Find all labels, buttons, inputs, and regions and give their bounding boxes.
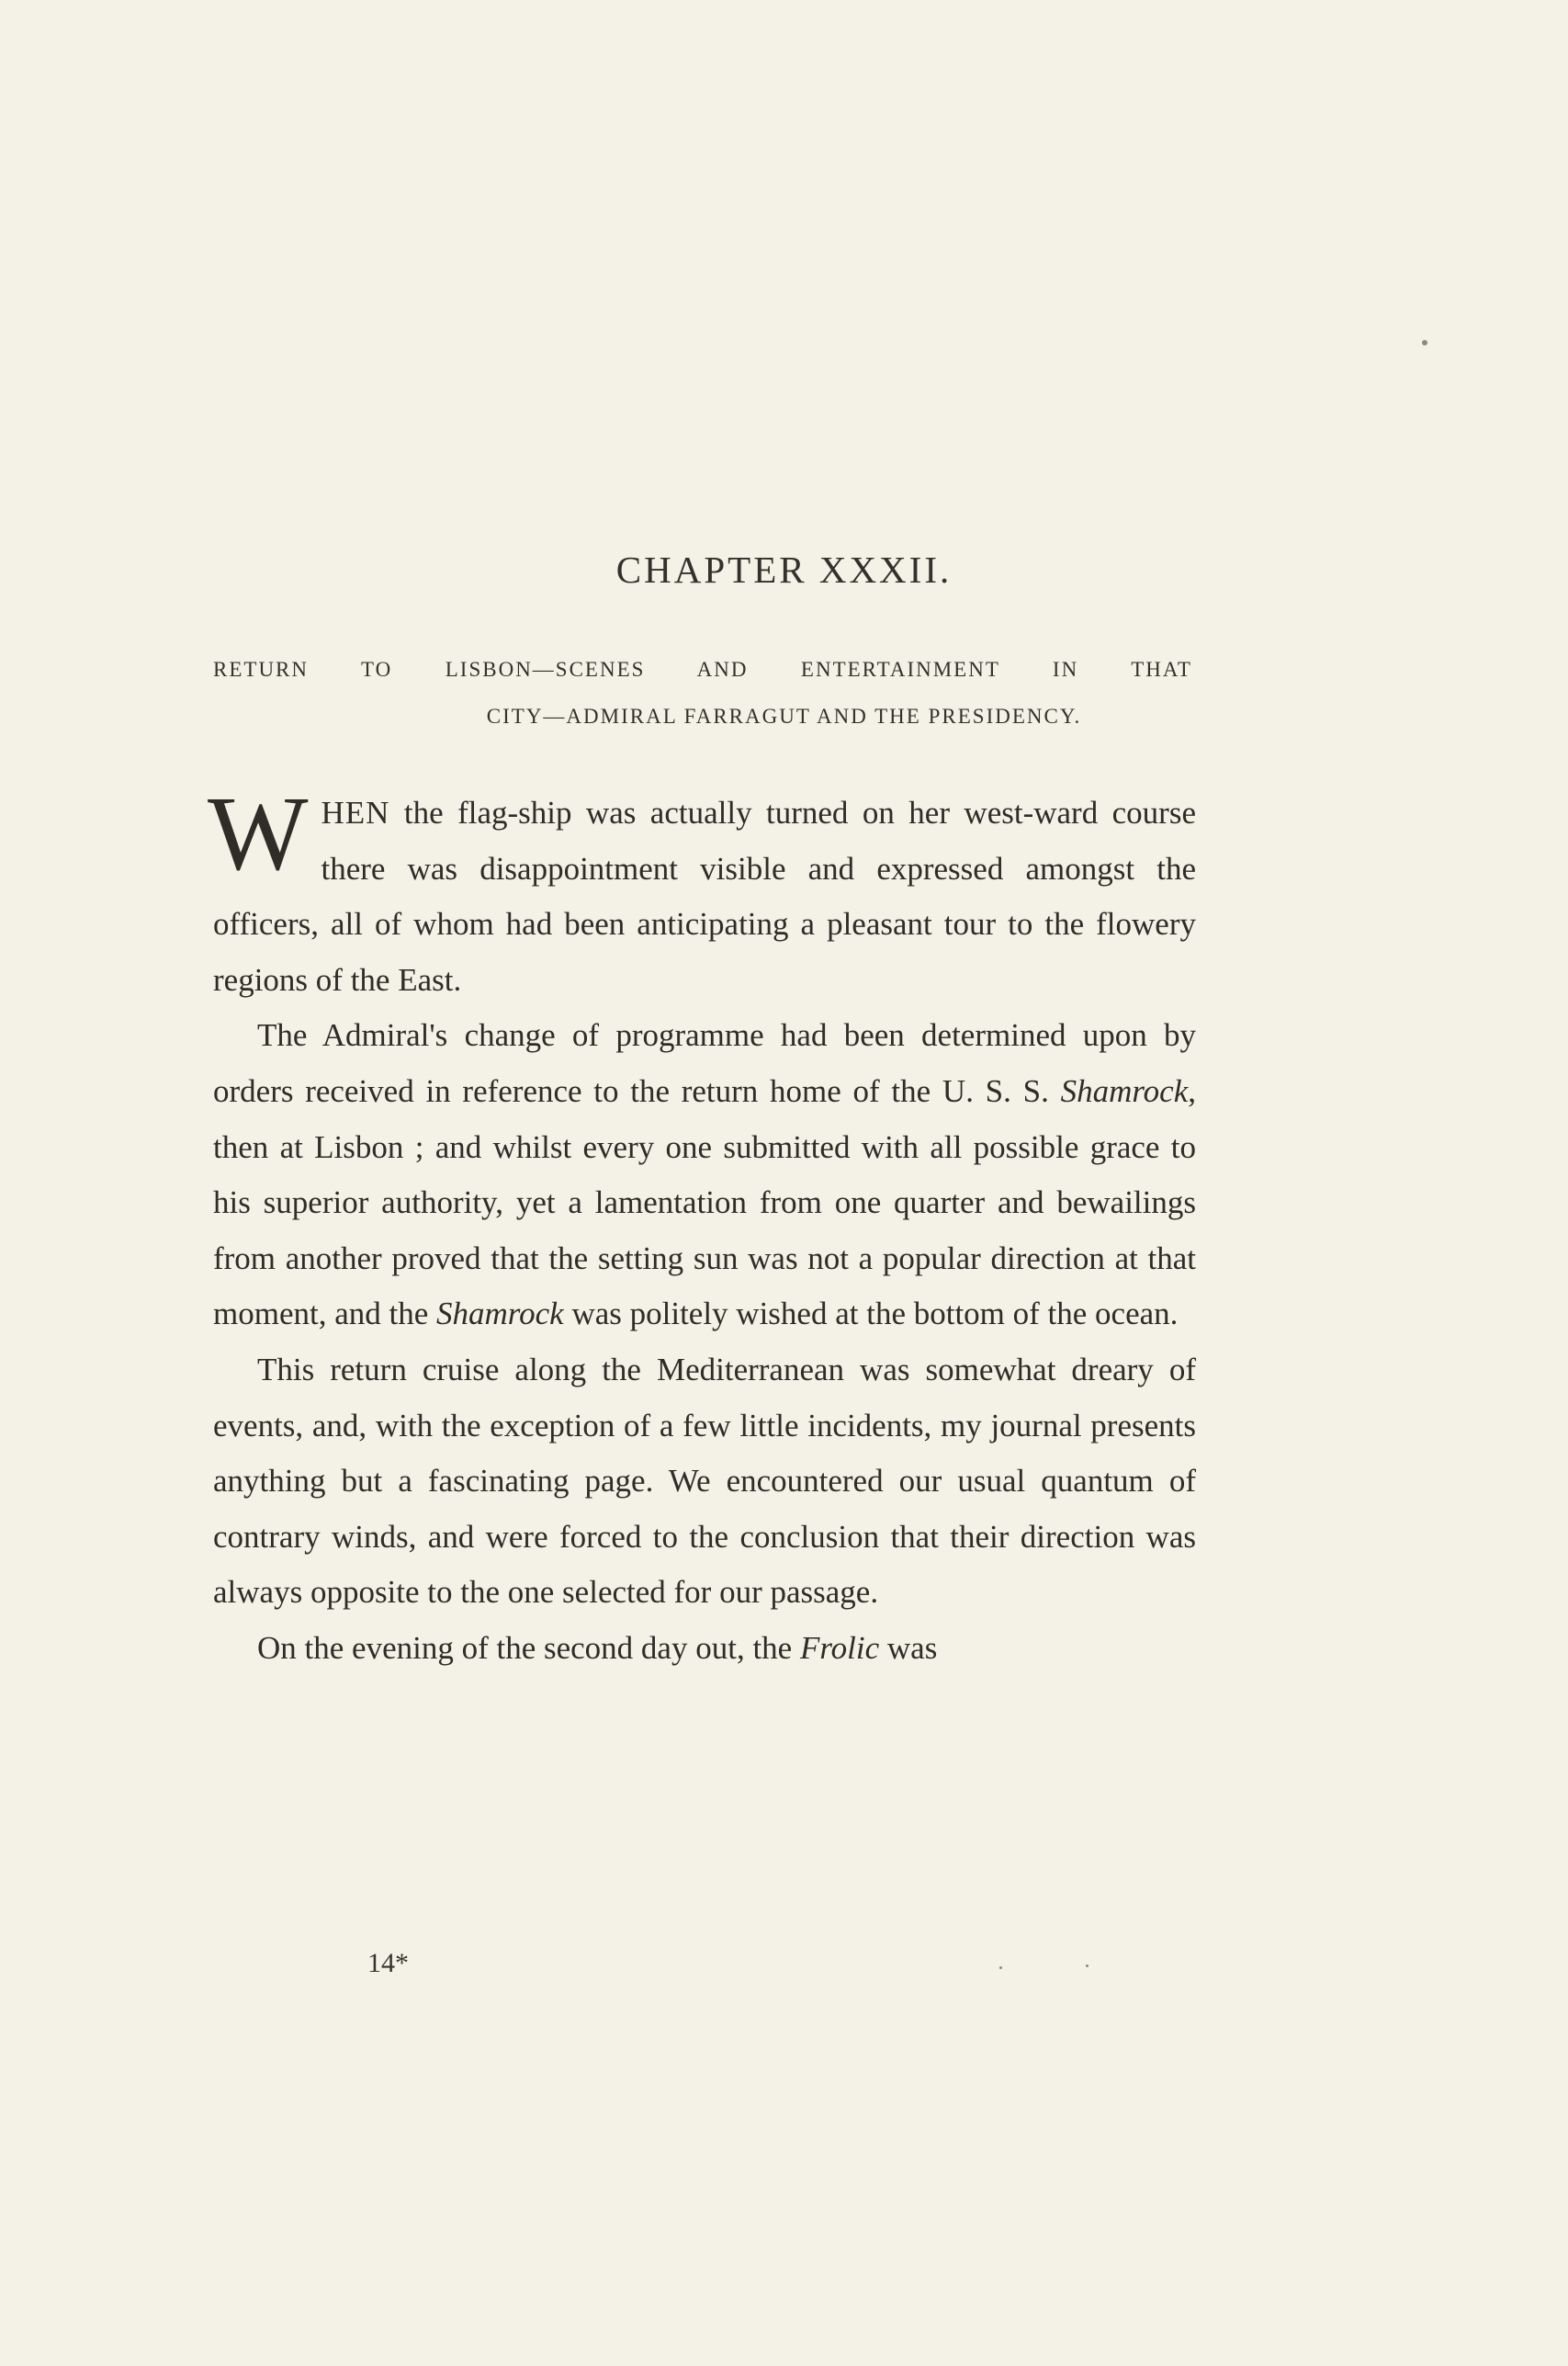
paragraph-4-text-b: was xyxy=(879,1629,938,1666)
signature-mark: 14* xyxy=(367,1948,409,1978)
chapter-subtitle-line-2: CITY—ADMIRAL FARRAGUT AND THE PRESIDENCY. xyxy=(486,705,1082,728)
paper-speck xyxy=(1422,340,1427,345)
drop-cap: W xyxy=(208,775,309,893)
paper-speck xyxy=(999,1966,1002,1969)
paragraph-4 xyxy=(213,1621,1196,1677)
paragraph-3-text: This return cruise along the Mediterranean was somewhat dreary of events, and, with the exception of a few little incidents, my journal presents anything but a fascinating page. We encountered our usual quantum of contrary winds, and were forced to the conclusion that their direction was always opposite to the one selected for our passage. xyxy=(213,1351,1196,1611)
lead-caps: HEN xyxy=(321,795,390,831)
chapter-subtitle-line-1: RETURN TO LISBON—SCENES AND ENTERTAINMENT IN THAT xyxy=(213,658,1192,681)
paragraph-2-text-b: , then at Lisbon ; and whilst every one submitted with all possible grace to his superior authority, yet a lamentation from one quarter and bewailings from another proved that the setting sun was not a popular direction at that moment, and the xyxy=(213,1072,1196,1332)
paragraph-3 xyxy=(213,1342,1196,1621)
body-text xyxy=(208,775,1196,1677)
paper-speck xyxy=(1086,1964,1089,1967)
paragraph-1-text: the flag-ship was actually turned on her west-ward course there was disappointment visible and expressed amongst the officers, all of whom had been anticipating a pleasant tour to the flowery regions of the East. xyxy=(213,795,1196,998)
ship-name-italic: Shamrock xyxy=(436,1296,564,1332)
paragraph-1 xyxy=(208,775,1196,1008)
ship-name-italic: Shamrock xyxy=(1060,1072,1189,1109)
paragraph-2-text-c: was politely wished at the bottom of the ocean. xyxy=(563,1296,1179,1332)
paragraph-4-text-a: On the evening of the second day out, the xyxy=(257,1629,800,1666)
chapter-title: CHAPTER XXXII. xyxy=(615,549,953,591)
paragraph-2 xyxy=(213,1008,1196,1342)
ship-name-italic: Frolic xyxy=(799,1629,880,1666)
paragraph-2-text-a: The Admiral's change of programme had been determined upon by orders received in reference to the return home of the U. S. S. xyxy=(213,1017,1196,1109)
